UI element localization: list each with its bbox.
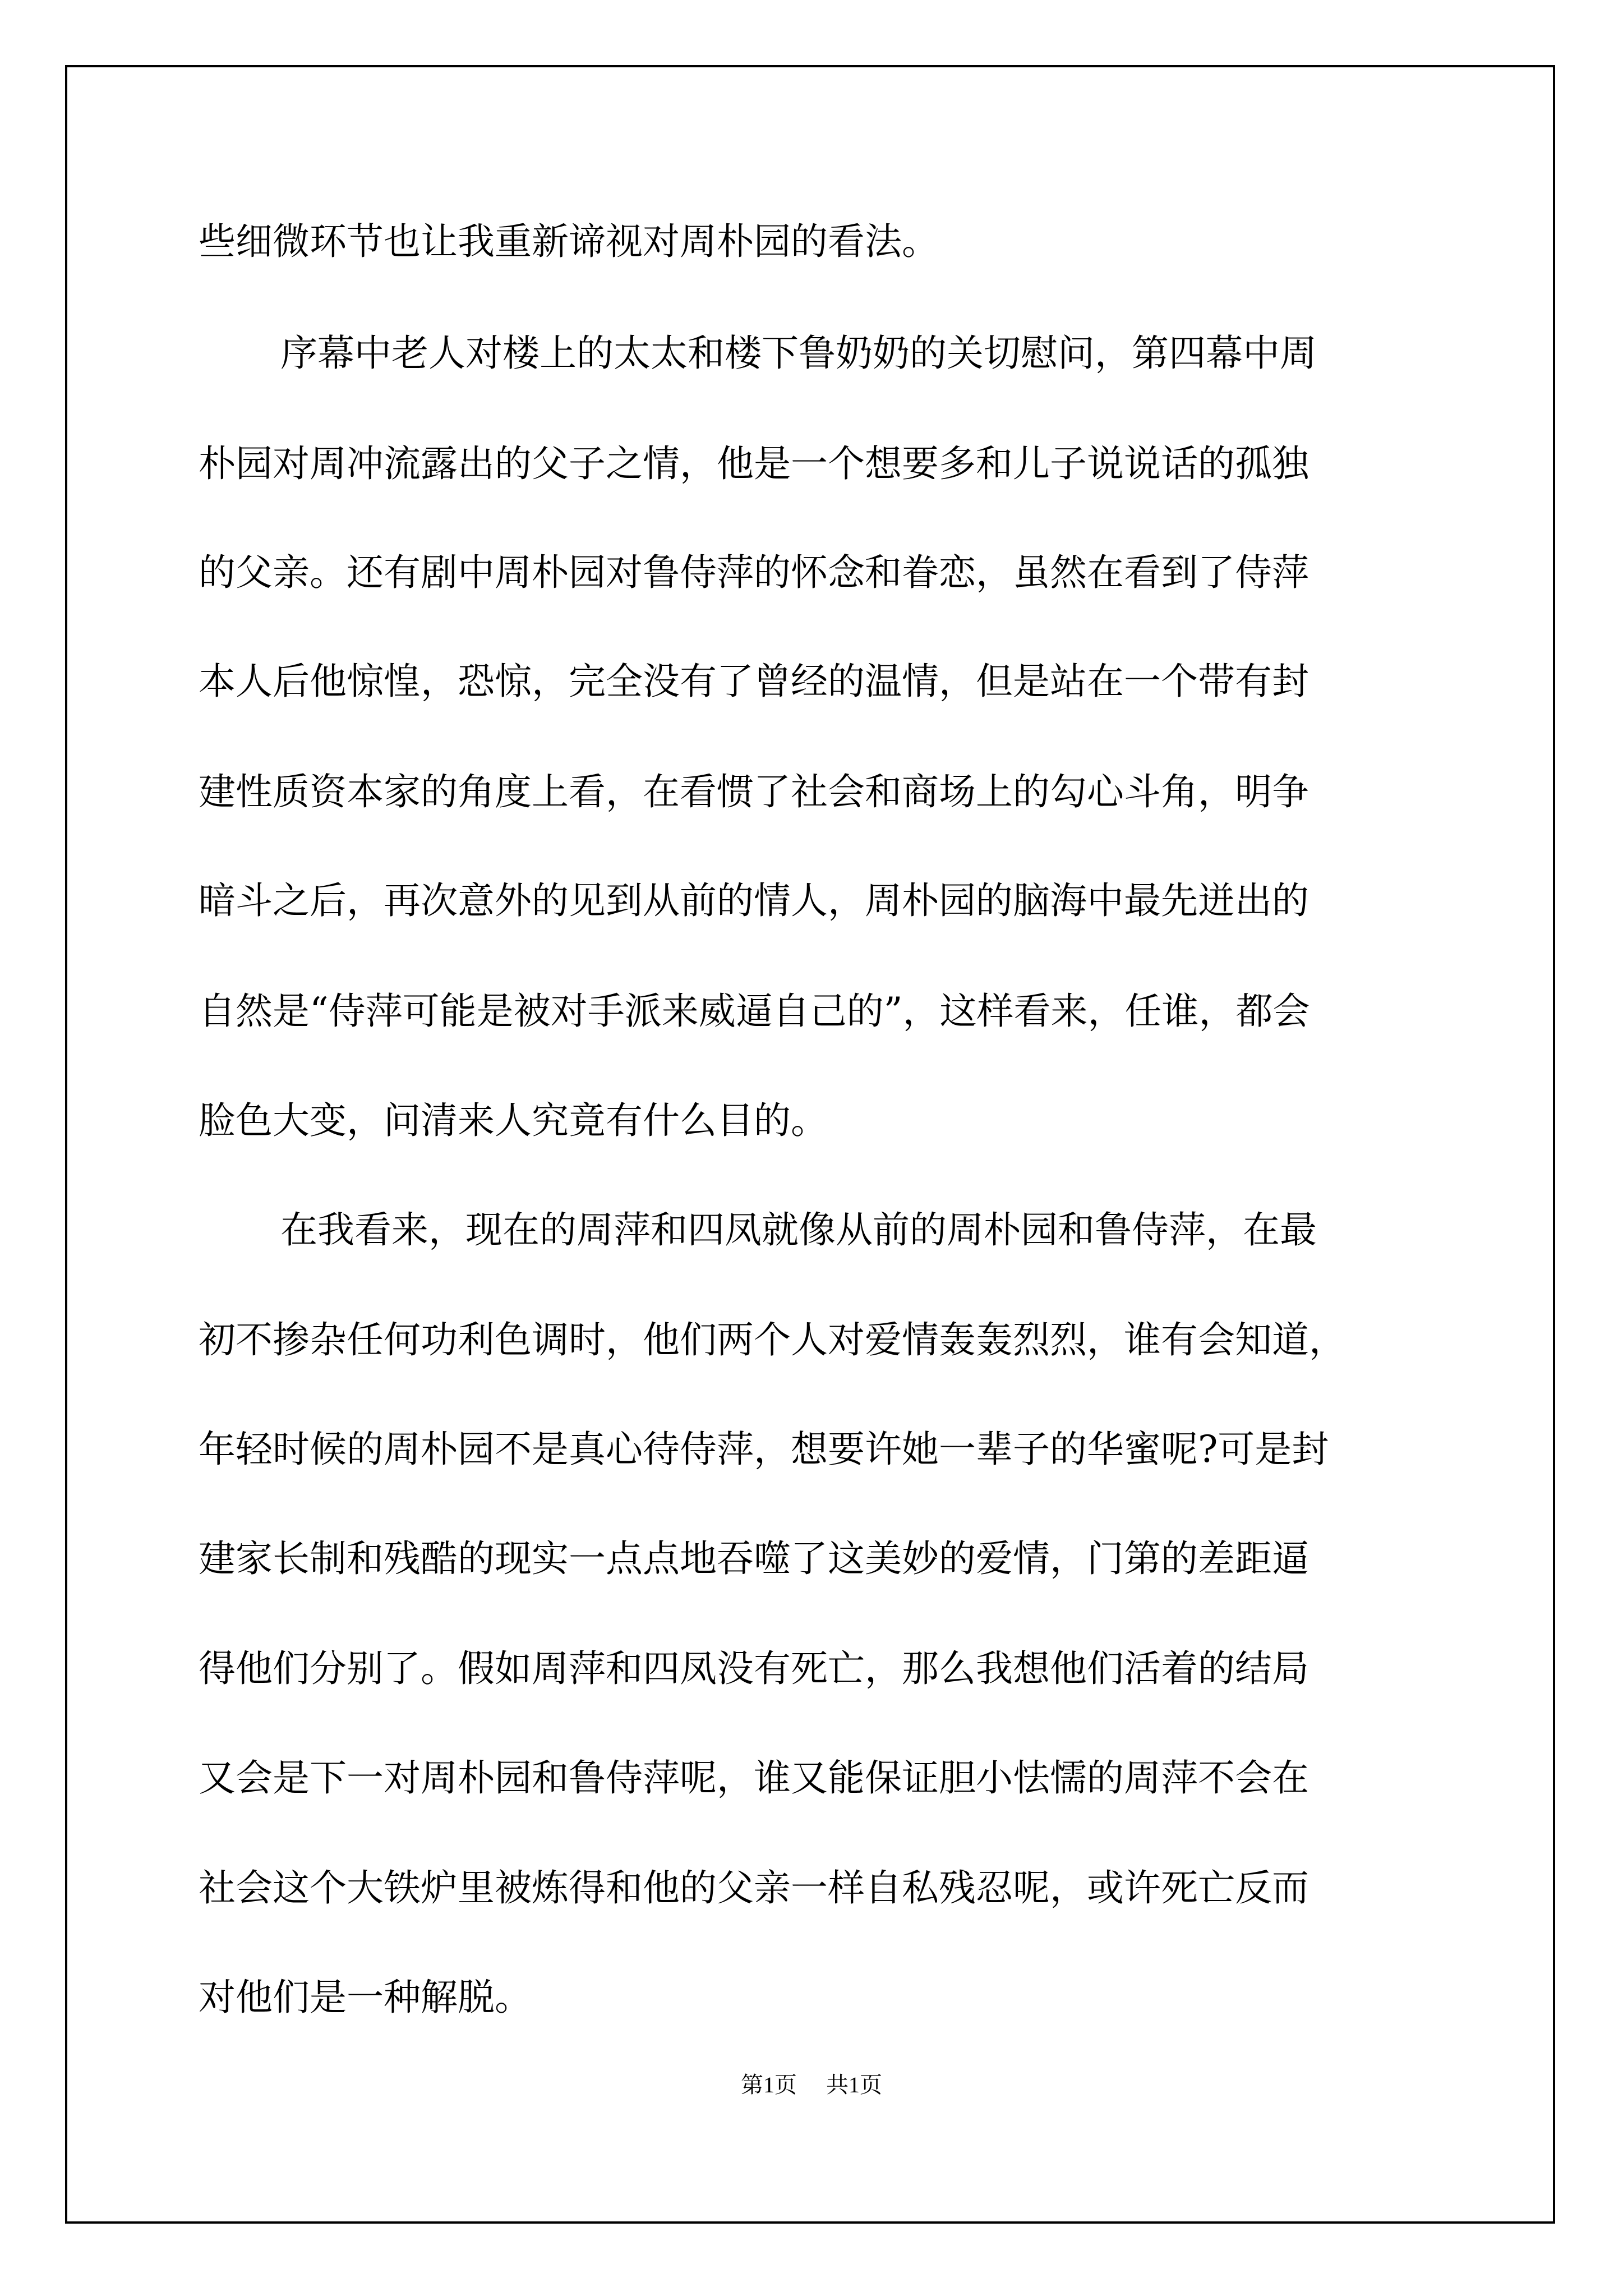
- paragraph-line: 的父亲。还有剧中周朴园对鲁侍萍的怀念和眷恋，虽然在看到了侍萍: [199, 551, 1309, 594]
- paragraph-line: 脸色大变，问清来人究竟有什么目的。: [199, 1099, 828, 1142]
- paragraph-line: 年轻时候的周朴园不是真心待侍萍，想要许她一辈子的华蜜呢?可是封: [199, 1428, 1329, 1471]
- paragraph-line: 序幕中老人对楼上的太太和楼下鲁奶奶的关切慰问，第四幕中周: [280, 332, 1317, 375]
- paragraph-line: 对他们是一种解脱。: [199, 1976, 532, 2019]
- paragraph-line: 又会是下一对周朴园和鲁侍萍呢，谁又能保证胆小怯懦的周萍不会在: [199, 1756, 1309, 1800]
- paragraph-line: 自然是“侍萍可能是被对手派来威逼自己的”，这样看来，任谁，都会: [199, 990, 1310, 1033]
- paragraph-line: 社会这个大铁炉里被炼得和他的父亲一样自私残忍呢，或许死亡反而: [199, 1866, 1309, 1910]
- paragraph-line: 在我看来，现在的周萍和四凤就像从前的周朴园和鲁侍萍，在最: [280, 1208, 1317, 1251]
- paragraph-line: 建性质资本家的角度上看，在看惯了社会和商场上的勾心斗角，明争: [199, 770, 1309, 813]
- paragraph-line: 朴园对周冲流露出的父子之情，他是一个想要多和儿子说说话的孤独: [199, 442, 1309, 485]
- paragraph-line: 些细微环节也让我重新谛视对周朴园的看法。: [199, 220, 939, 263]
- paragraph-line: 暗斗之后，再次意外的见到从前的情人，周朴园的脑海中最先迸出的: [199, 879, 1309, 922]
- page-footer: [0, 2074, 1623, 2096]
- page-total: 共1页: [826, 2072, 882, 2097]
- paragraph-line: 本人后他惊惶，恐惊，完全没有了曾经的温情，但是站在一个带有封: [199, 660, 1309, 703]
- page-number: 第1页: [741, 2072, 797, 2097]
- paragraph-line: 建家长制和残酷的现实一点点地吞噬了这美妙的爱情，门第的差距逼: [199, 1537, 1309, 1580]
- paragraph-line: 得他们分别了。假如周萍和四凤没有死亡，那么我想他们活着的结局: [199, 1647, 1309, 1690]
- paragraph-line: 初不掺杂任何功利色调时，他们两个人对爱情轰轰烈烈，谁有会知道，: [199, 1318, 1346, 1361]
